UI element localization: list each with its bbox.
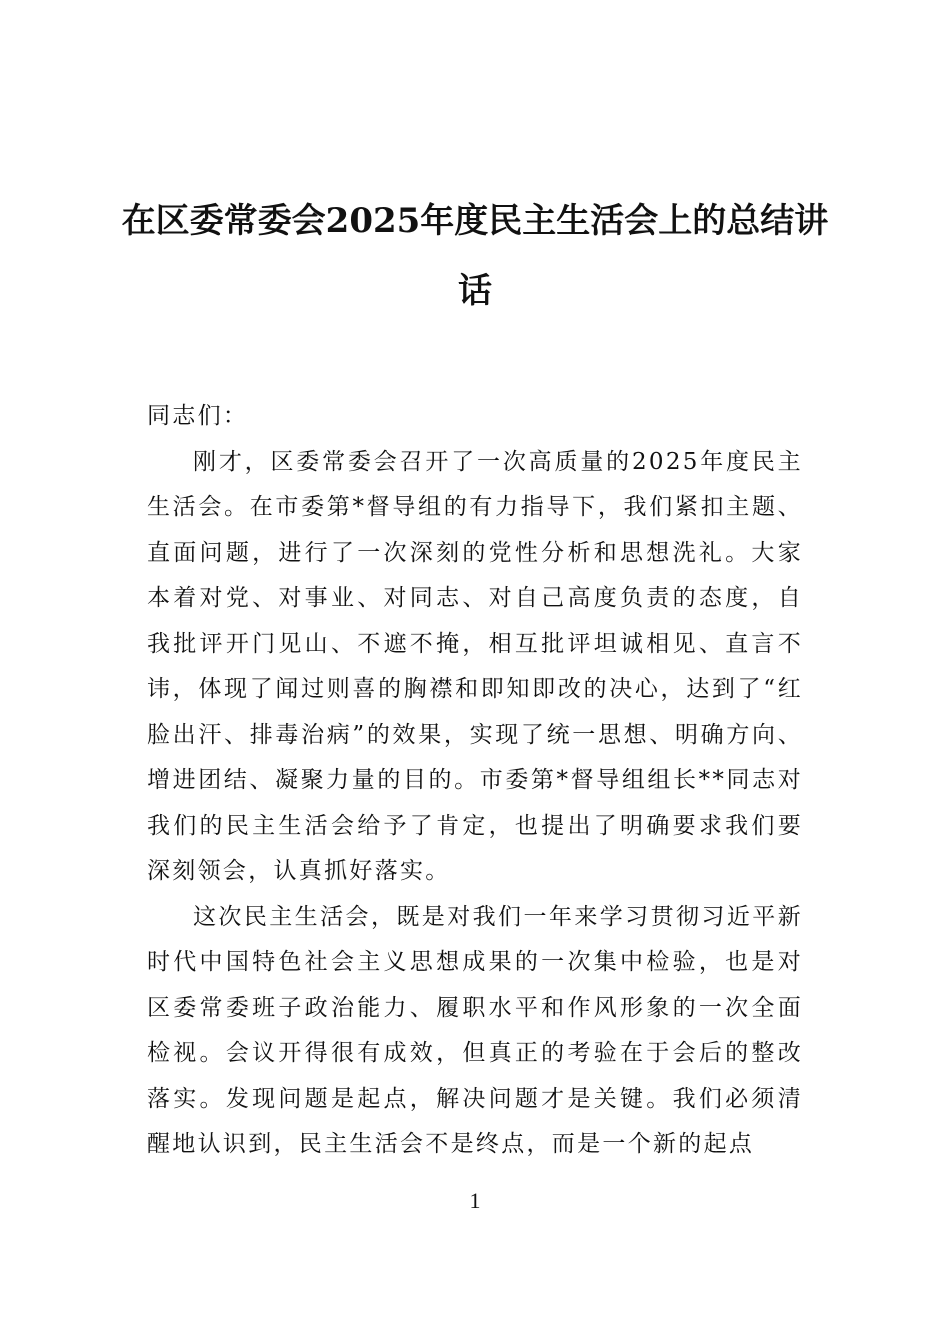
document-title: 在区委常委会2025年度民主生活会上的总结讲话 (121, 201, 829, 311)
page-number: 1 (469, 1188, 481, 1213)
salutation: 同志们： (147, 403, 249, 429)
document-body (147, 394, 803, 1168)
paragraph: 这次民主生活会，既是对我们一年来学习贯彻习近平新时代中国特色社会主义思想成果的一次集中检验，也是对区委常委班子政治能力、履职水平和作风形象的一次全面检视。会议开得很有成效，但真正的考验在于会后的整改落实。发现问题是起点，解决问题才是关键。我们必须清醒地认识到，民主生活会不是终点，而是一个新的起点 (147, 903, 803, 1157)
paragraph: 刚才，区委常委会召开了一次高质量的2025年度民主生活会。在市委第*督导组的有力指导下，我们紧扣主题、直面问题，进行了一次深刻的党性分析和思想洗礼。大家本着对党、对事业、对同志、对自己高度负责的态度，自我批评开门见山、不遮不掩，相互批评坦诚相见、直言不讳，体现了闻过则喜的胸襟和即知即改的决心，达到了“红脸出汗、排毒治病”的效果，实现了统一思想、明确方向、增进团结、凝聚力量的目的。市委第*督导组组长**同志对我们的民主生活会给予了肯定，也提出了明确要求我们要深刻领会，认真抓好落实。 (147, 448, 803, 884)
